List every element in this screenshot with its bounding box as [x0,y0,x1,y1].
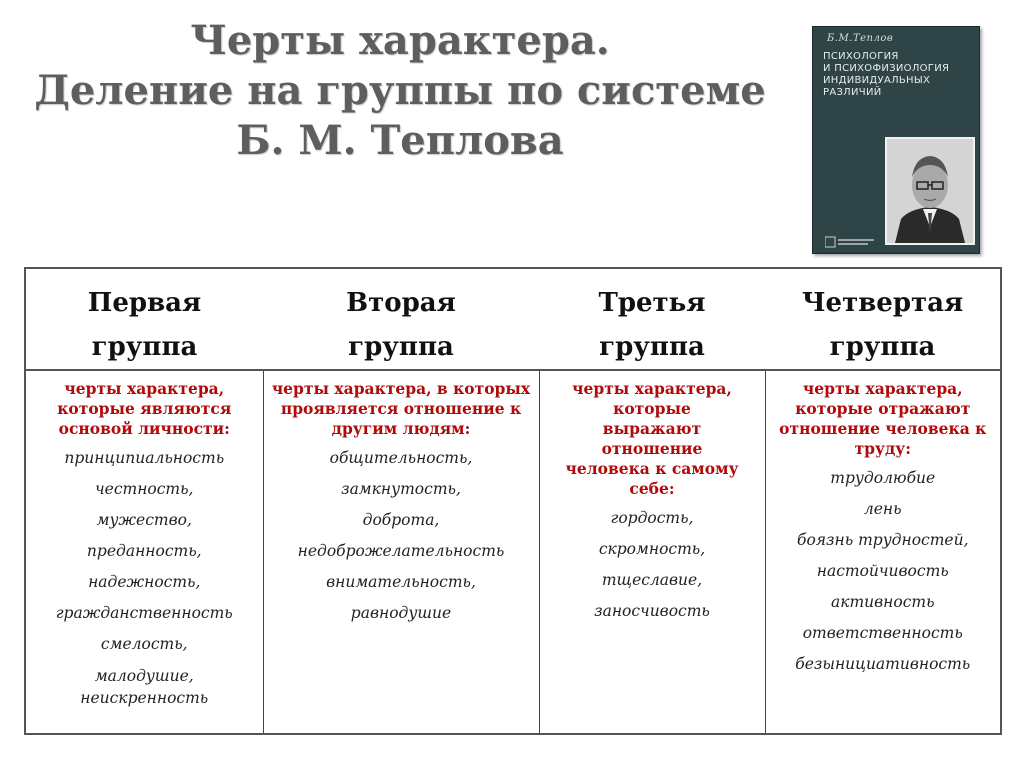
trait-item: настойчивость [816,562,949,580]
header-label: группа [91,332,198,362]
trait-item: ответственность [802,624,963,642]
group-cell [539,370,765,734]
book-title-line: РАЗЛИЧИЙ [823,87,882,98]
trait-item: заносчивость [594,602,710,620]
table-body-row [25,370,1001,734]
trait-item: преданность, [86,542,202,560]
header-cell [539,268,765,370]
header-cell [263,268,539,370]
header-label: Третья [598,288,706,318]
header-label: Вторая [346,288,456,318]
trait-list [540,503,765,627]
header-label: Четвертая [801,288,964,318]
group-cell [765,370,1001,734]
group-definition: черты характера, которые отражают отношение человека к труду: [779,379,987,458]
trait-item: надежность, [88,573,201,591]
trait-item: честность, [95,480,194,498]
publisher-logo [825,235,875,249]
trait-item: внимательность, [326,573,476,591]
trait-list [26,443,263,709]
title-line-1: Черты характера. [190,17,610,64]
group-definition: черты характера, в которых проявляется отношение к другим людям: [271,379,531,438]
header-label: Первая [87,288,202,318]
trait-item: гражданственность [55,604,233,622]
trait-list [264,443,539,629]
trait-item: трудолюбие [830,469,936,487]
trait-item: лень [863,500,902,518]
trait-item: боязнь трудностей, [796,531,969,549]
group-definition: черты характера, которые являются основой личности: [57,379,232,438]
header-cell [25,268,263,370]
header-label: группа [829,332,936,362]
author-portrait [885,137,975,245]
group-definition: черты характера, которые выражают отношение человека к самому себе: [565,379,739,498]
group-cell [263,370,539,734]
trait-item: принципиальность [64,449,225,467]
title-line-2: Деление на группы по системе [34,67,766,114]
table-header-row [25,268,1001,370]
slide-title [0,16,800,166]
group-cell [25,370,263,734]
trait-item: тщеславие, [601,571,703,589]
book-cover-image [812,26,980,254]
trait-item: смелость, [100,635,188,653]
trait-item: безынициативность [795,655,971,673]
header-label: группа [599,332,705,362]
trait-item: замкнутость, [341,480,461,498]
book-title-line: ИНДИВИДУАЛЬНЫХ [823,75,931,86]
trait-item: недоброжелательность [297,542,505,560]
title-line-3: Б. М. Теплова [236,117,564,164]
book-title-line: ПСИХОЛОГИЯ [823,51,899,62]
book-author: Б.М.Теплов [827,33,894,44]
book-title-line: И ПСИХОФИЗИОЛОГИЯ [823,63,950,74]
character-traits-table [24,267,1002,735]
trait-item: доброта, [362,511,440,529]
trait-item: гордость, [610,509,694,527]
book-title [823,51,973,99]
trait-item: общительность, [329,449,473,467]
trait-item: активность [830,593,935,611]
trait-item: равнодушие [350,604,452,622]
trait-item: скромность, [598,540,706,558]
header-cell [765,268,1001,370]
header-label: группа [348,332,454,362]
trait-list [766,463,1001,680]
trait-item: малодушие, неискренность [80,667,209,707]
trait-item: мужество, [96,511,192,529]
